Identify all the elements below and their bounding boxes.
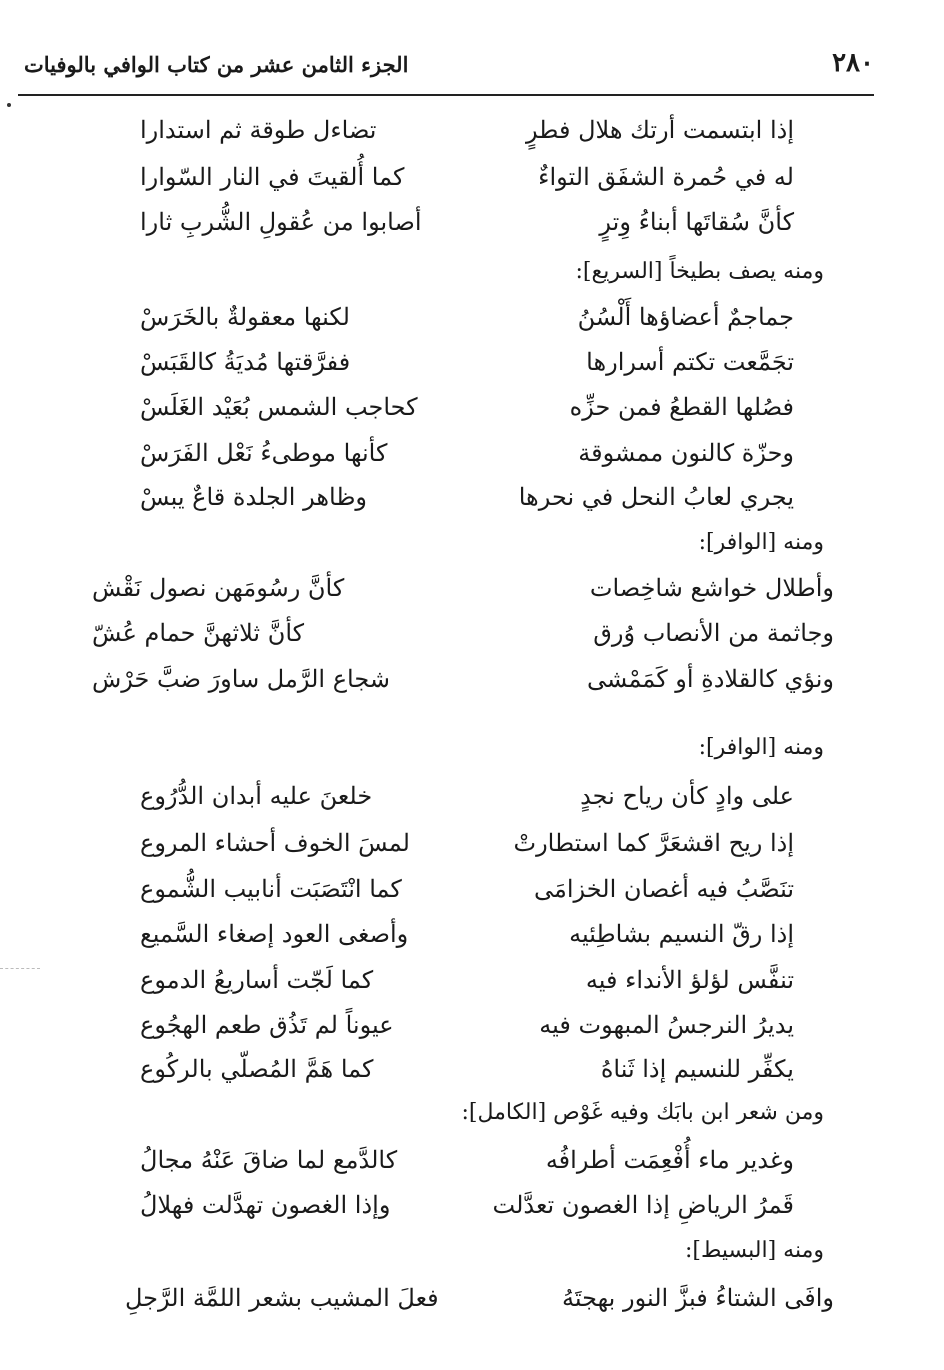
verse-left-hemistich: خلعنَ عليه أبدان الدُّرُوع [140,782,373,810]
verse-left-hemistich: وإذا الغصون تهدَّلت فهلالُ [140,1191,391,1219]
verse-left-hemistich: شجاع الرَّمل ساورَ ضبَّ حَرْش [92,665,390,693]
verse-left-hemistich: أصابوا من عُقولِ الشُّربِ ثارا [140,208,422,236]
verse-left-hemistich: كما هَمَّ المُصلّي بالركُوع [140,1055,374,1083]
verse-left-hemistich: لمسَ الخوف أحشاء المروع [140,829,410,857]
verse-right-hemistich: وحزّة كالنون ممشوقة [578,439,794,467]
verse-right-hemistich: وغدير ماء أُفْعِمَت أطرافُه [545,1146,794,1174]
verse-right-hemistich: يجري لعابُ النحل في نحرها [518,483,794,511]
section-intro: ومنه [البسيط]: [684,1238,824,1263]
verse-left-hemistich: كالدَّمع لما ضاقَ عَنْهُ مجالُ [140,1146,398,1174]
verse-right-hemistich: يديرُ النرجسُ المبهوت فيه [539,1011,794,1039]
section-intro: ومنه [الوافر]: [698,530,824,555]
verse-right-hemistich: ونؤي كالقلادةِ أو كَمَمْشى [587,665,834,693]
verse-right-hemistich: وجاثمة من الأنصاب وُرق [593,619,834,647]
verse-left-hemistich: كأنَّ رسُومَهن نصول نَقْش [92,574,345,602]
verse-right-hemistich: وافَى الشتاءُ فبزَّ النور بهجتَهُ [562,1284,834,1312]
verse-right-hemistich: إذا رقّ النسيم بشاطِئيه [569,920,794,948]
verse-left-hemistich: تضاءل طوقة ثم استدارا [140,116,377,144]
verse-right-hemistich: كأنَّ سُقاتَها أبناءُ وِترٍ [599,208,794,236]
verse-right-hemistich: قَمرُ الرياضِ إذا الغصون تعدَّلت [492,1191,794,1219]
verse-left-hemistich: وظاهر الجلدة قاعٌ يبسْ [140,483,368,511]
verse-right-hemistich: فصُلها القطعُ فمن حزِّه [569,393,794,421]
verse-right-hemistich: على وادٍ كأن رياح نجدٍ [580,782,794,810]
scan-margin-mark [0,968,40,969]
verse-left-hemistich: كأنَّ ثلاثهنَّ حمام عُشّ [92,619,305,647]
verse-left-hemistich: كما أُلقيتَ في النار السّوارا [140,163,405,191]
page-number: ٢٨٠ [832,48,874,78]
verse-left-hemistich: ففرَّقتها مُديَةُ كالقَبَسْ [140,348,351,376]
running-title: الجزء الثامن عشر من كتاب الوافي بالوفيات [24,52,409,77]
scan-speck [7,103,11,107]
verse-left-hemistich: عيوناً لم تَذُق طعم الهجُوع [140,1011,394,1039]
section-intro: ومنه يصف بطيخاً [السريع]: [575,259,824,284]
verse-left-hemistich: لكنها معقولةٌ بالخَرَسْ [140,303,350,331]
verse-right-hemistich: يكفِّر للنسيم إذا ثَناهُ [600,1055,794,1083]
page-header [18,46,874,96]
verse-right-hemistich: إذا ابتسمت أرتك هلال فطرٍ [526,116,794,144]
verse-right-hemistich: إذا ريح اقشعَرَّ كما استطارتْ [513,829,794,857]
verse-left-hemistich: كحاجب الشمس بُعَيْد الغَلَسْ [140,393,418,421]
verse-right-hemistich: تنفَّس لؤلؤ الأنداء فيه [585,966,794,994]
verse-right-hemistich: له في حُمرة الشفَق التواءٌ [538,163,794,191]
verse-left-hemistich: فعلَ المشيب بشعر اللمَّة الرَّجلِ [125,1284,439,1312]
section-intro: ومن شعر ابن بابَك وفيه غَوْص [الكامل]: [461,1100,824,1125]
verse-right-hemistich: تنَصَّبُ فيه أغصان الخزامَى [534,875,794,903]
verse-right-hemistich: جماجمٌ أعضاؤها أَلْسُنُ [577,303,794,331]
verse-right-hemistich: وأطلال خواشع شاخِصات [589,574,834,602]
verse-left-hemistich: كما انْتَصَبَت أنابيب الشُّموع [140,875,402,903]
section-intro: ومنه [الوافر]: [698,735,824,760]
verse-right-hemistich: تجَمَّعت تكتم أسرارها [586,348,794,376]
verse-left-hemistich: كأنها موطىءُ نَعْل الفَرَسْ [140,439,388,467]
verse-left-hemistich: كما لَجّت أساريعُ الدموع [140,966,374,994]
verse-left-hemistich: وأصغى العود إصغاء السَّميع [140,920,409,948]
